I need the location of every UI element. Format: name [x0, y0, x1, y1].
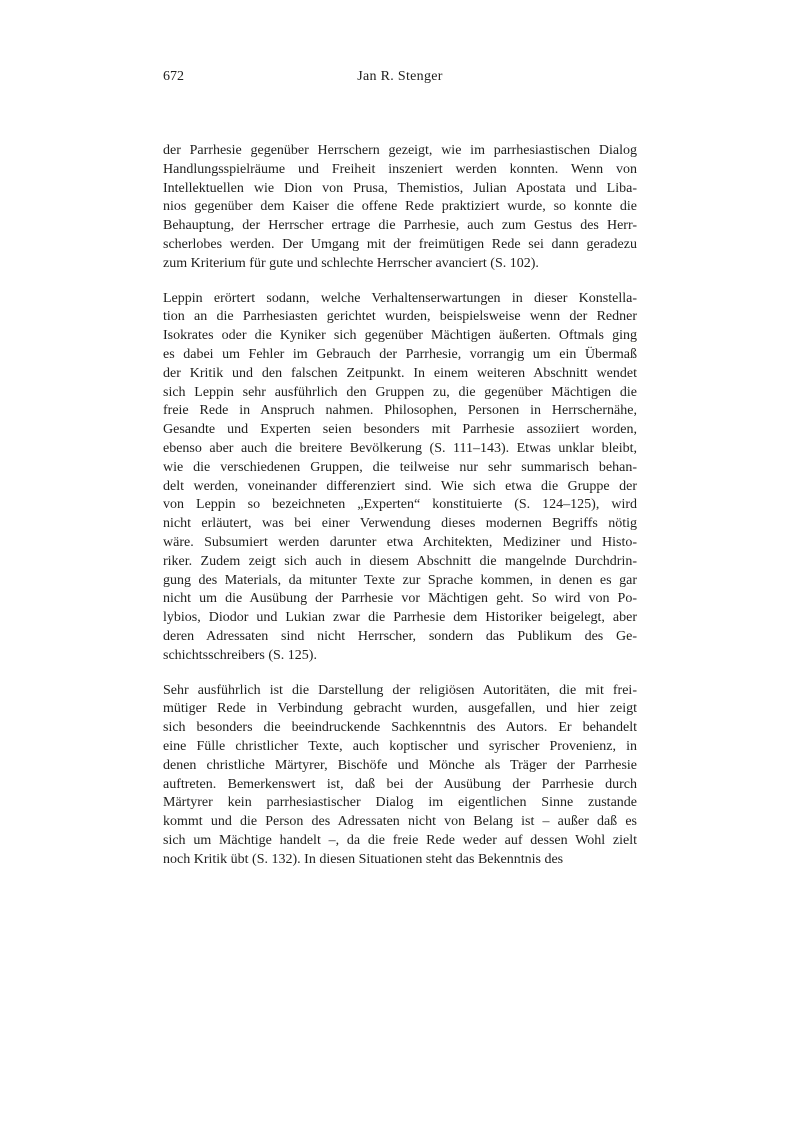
text-line: es dabei um Fehler im Gebrauch der Parrhesie, vorrangig um ein Übermaß — [163, 346, 637, 362]
text-line: schichtsschreibers (S. 125). — [163, 647, 317, 663]
text-line: der Kritik und den falschen Zeitpunkt. In einem weiteren Abschnitt wendet — [163, 365, 637, 381]
text-line: denen christliche Märtyrer, Bischöfe und Mönche als Träger der Parrhesie — [163, 757, 637, 773]
text-line: deren Adressaten sind nicht Herrscher, sondern das Publikum des Ge- — [163, 628, 637, 644]
text-line: freie Rede in Anspruch nahmen. Philosophen, Personen in Herrschernähe, — [163, 403, 637, 419]
page-number: 672 — [163, 69, 184, 84]
text-line: wäre. Subsumiert werden darunter etwa Architekten, Mediziner und Histo- — [163, 534, 637, 550]
text-line: gung des Materials, da mitunter Texte zur Sprache kommen, in denen es gar — [163, 572, 637, 588]
page-body — [163, 142, 637, 869]
text-line: Gesandte und Experten seien besonders mit Parrhesie assoziiert worden, — [163, 422, 637, 438]
text-line: nios gegenüber dem Kaiser die offene Rede praktiziert wurde, so konnte die — [163, 199, 637, 215]
paragraph — [163, 682, 637, 870]
text-line: nicht erläutert, was bei einer Verwendung dieses modernen Begriffs nötig — [163, 516, 637, 532]
text-line: Intellektuellen wie Dion von Prusa, Themistios, Julian Apostata und Liba- — [163, 180, 637, 196]
text-line: ebenso aber auch die breitere Bevölkerung (S. 111–143). Etwas unklar bleibt, — [163, 440, 637, 456]
text-line: von Leppin so bezeichneten „Experten“ konstituierte (S. 124–125), wird — [163, 497, 637, 513]
text-line: Isokrates oder die Kyniker sich gegenüber Mächtigen äußerten. Oftmals ging — [163, 328, 637, 344]
text-line: Märtyrer kein parrhesiastischer Dialog im eigentlichen Sinne zustande — [163, 795, 637, 811]
text-line: auftreten. Bemerkenswert ist, daß bei der Ausübung der Parrhesie durch — [163, 776, 637, 792]
text-line: scherlobes werden. Der Umgang mit der freimütigen Rede sei dann geradezu — [163, 236, 637, 252]
paragraph — [163, 290, 637, 666]
text-line: Handlungsspielräume und Freiheit inszeniert werden konnten. Wenn von — [163, 161, 637, 177]
text-line: sich besonders die beeindruckende Sachkenntnis des Autors. Er behandelt — [163, 720, 637, 736]
text-line: Leppin erörtert sodann, welche Verhaltenserwartungen in dieser Konstella- — [163, 290, 637, 306]
text-line: tion an die Parrhesiasten gerichtet wurden, beispielsweise wenn der Redner — [163, 309, 637, 325]
text-line: riker. Zudem zeigt sich auch in diesem Abschnitt die mangelnde Durchdrin- — [163, 553, 637, 569]
paragraph — [163, 142, 637, 274]
text-line: eine Fülle christlicher Texte, auch koptischer und syrischer Provenienz, in — [163, 738, 637, 754]
text-line: der Parrhesie gegenüber Herrschern gezeigt, wie im parrhesiastischen Dialog — [163, 143, 637, 158]
page-header — [163, 67, 637, 86]
text-block — [163, 0, 637, 869]
text-line: Behauptung, der Herrscher ertrage die Parrhesie, auch zum Gestus des Herr- — [163, 218, 637, 234]
running-head: Jan R. Stenger — [357, 69, 443, 84]
text-line: mütiger Rede in Verbindung gebracht wurden, ausgefallen, und hier zeigt — [163, 701, 637, 717]
text-line: Sehr ausführlich ist die Darstellung der religiösen Autoritäten, die mit frei- — [163, 682, 637, 698]
text-line: wie die verschiedenen Gruppen, die teilweise nur sehr summarisch behan- — [163, 459, 637, 475]
text-line: nicht um die Ausübung der Parrhesie vor Mächtigen geht. So wird von Po- — [163, 591, 637, 607]
text-line: sich Leppin sehr ausführlich den Gruppen zu, die gegenüber Mächtigen die — [163, 384, 637, 400]
text-line: sich um Mächtige handelt –, da die freie Rede weder auf dessen Wohl zielt — [163, 832, 637, 848]
text-line: zum Kriterium für gute und schlechte Herrscher avanciert (S. 102). — [163, 255, 539, 271]
text-line: delt werden, voneinander differenziert sind. Wie sich etwa die Gruppe der — [163, 478, 637, 494]
text-line: lybios, Diodor und Lukian zwar die Parrhesie dem Historiker beigelegt, aber — [163, 610, 637, 626]
text-line: kommt und die Person des Adressaten nicht von Belang ist – außer daß es — [163, 814, 637, 830]
text-line: noch Kritik übt (S. 132). In diesen Situationen steht das Bekenntnis des — [163, 851, 564, 867]
